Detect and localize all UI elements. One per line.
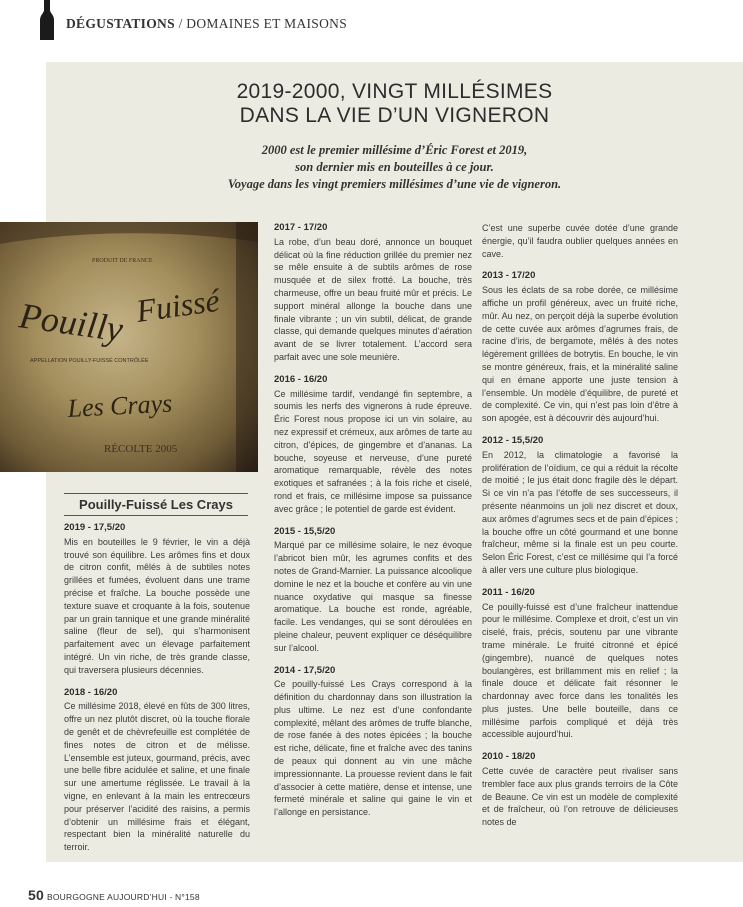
vintage-heading: 2018 - 16/20: [64, 686, 118, 698]
vintage-heading: 2015 - 15,5/20: [274, 525, 336, 537]
vintage-heading: 2016 - 16/20: [274, 373, 328, 385]
label-cuvee: Les Crays: [66, 388, 173, 423]
vintage-text-continued: C’est une superbe cuvée dotée d’une grande énergie, qu’il faudra oublier quelques années en cave.: [482, 223, 678, 259]
text-column-1: [64, 522, 250, 854]
vintage-heading: 2012 - 15,5/20: [482, 434, 544, 446]
vintage-heading: 2010 - 18/20: [482, 751, 536, 763]
vintage-heading: 2014 - 17,5/20: [274, 664, 336, 676]
article-title: [46, 80, 743, 128]
subsection-name: DOMAINES ET MAISONS: [186, 16, 348, 31]
vintage-heading: 2019 - 17,5/20: [64, 522, 126, 533]
text-column-2: [274, 222, 472, 819]
title-line-2: DANS LA VIE D’UN VIGNERON: [239, 104, 550, 127]
intro-line-2: son dernier mis en bouteilles à ce jour.: [295, 160, 494, 174]
vintage-text: Ce pouilly-fuissé Les Crays correspond à la définition du chardonnay dans son illustration la plus ultime. Le nez est d’une confondante complexité, mêlant des arômes de truffe blanche, de rose fanée à des notes épicées ; la bouche est riche, délicate, fine et fraîche avec des tanins de peaux qui donnent au vin une mâche impressionnante. La prouesse revient dans le fait d’associer à cette matière, dense et intense, une fermeté minérale et saline qui gaine le vin et l’allonge en persistance.: [274, 679, 472, 818]
bottle-label-photo: [0, 222, 258, 472]
section-breadcrumb: [66, 16, 347, 32]
intro-line-3: Voyage dans les vingt premiers millésimes d’une vie de vigneron.: [227, 177, 562, 191]
wine-bottle-icon: [40, 0, 54, 40]
vintage-text: La robe, d’un beau doré, annonce un bouquet délicat où la fine réduction grillée du premier nez se mêle ensuite à de subtils arômes de rose musquée et de silex frotté. La bouche, très charmeuse, offre un beau fruité mûr et précis. Le support minéral allonge la bouche dans une finale vibrante ; un vin subtil, délicat, de grande classe, qui demande quelques minutes d’aération avant de se livrer totalement. L’accord sera parfait avec une sole meunière.: [274, 236, 472, 362]
vintage-text: Marqué par ce millésime solaire, le nez évoque l’abricot bien mûr, les agrumes confits et des notes de Grand-Marnier. La puissance alcoolique domine le nez et la bouche et confère au vin une nuance oxydative qui masque sa finesse aromatique. La bouche est ronde, agréable, facile. Les vendanges, qui se sont déroulées en pleine chaleur, peuvent expliquer ce déséquilibre sur l’alcool.: [274, 540, 472, 653]
bottle-label-illustration: [0, 222, 258, 472]
vintage-text: Sous les éclats de sa robe dorée, ce millésime affiche un profil généreux, avec un fruité riche, mûr. Au nez, on perçoit déjà la superbe évolution de cette cuvée aux arômes d’agrumes frais, de racine d’iris, de bergamote, mêlés à des notes légèrement grillées de botrytis. En bouche, le vin se montre généreux, frais, et la minéralité saline qui en émane apporte une juste tension à l’ensemble. Un modèle d’équilibre, de pureté et de complexité. Ce vin, qui n’est pas loin d’être à son apogée, est à découvrir dès aujourd’hui.: [482, 285, 678, 424]
page-footer: [28, 887, 200, 903]
label-appellation: APPELLATION POUILLY-FUISSÉ CONTRÔLÉE: [30, 358, 149, 364]
label-recolte: RÉCOLTE 2005: [104, 443, 178, 455]
vintage-text: Ce pouilly-fuissé est d’une fraîcheur inattendue pour le millésime. Complexe et droit, c’est un vin ciselé, frais, précis, soutenu par une vibrante trame minérale. Le fruité citronné et épicé (gingembre), nuancé de quelques notes boulangères, est brillamment mis en relief ; la finale douce et délicate fait résonner le chardonnay avec force dans les tonalités les plus justes. Une belle bouteille, dans ce millésime parfois compliqué et déjà très accessible aujourd’hui.: [482, 601, 678, 740]
vintage-text: Ce millésime 2018, élevé en fûts de 300 litres, offre un nez plutôt discret, où la touche florale de genêt et de chèvrefeuille est complétée de fines notes de citron et de mélisse. L’ensemble est juteux, gourmand, précis, avec une belle fibre acidulée et saline, et une finale sur une amertume réglissée. Le travail à la vigne, en enlevant à la main les entrecœurs pour préserver l’acidité des raisins, a permis d’obtenir un millésime frais et élégant, respectant bien la minéralité naturelle du terroir.: [64, 701, 250, 853]
article-intro: [46, 142, 743, 193]
intro-line-1: 2000 est le premier millésime d’Éric Forest et 2019,: [261, 143, 528, 157]
vintage-heading: 2011 - 16/20: [482, 586, 535, 598]
vintage-text: Mis en bouteilles le 9 février, le vin a déjà trouvé son équilibre. Les arômes fins et doux de citron confit, mêlés à de subtiles notes grillées et fumées, évoluent dans une trame précise et fraîche. La bouche possède une texture suave et croquante à la fois, soutenue par un grain tannique et une grande minéralité saline (fleur de sel), qui s’harmonisent parfaitement avec un élevage parfaitement intégré. Un vin riche, de très grande classe, qui traversera plusieurs décennies.: [64, 536, 250, 675]
vintage-text: En 2012, la climatologie a favorisé la prolifération de l’oïdium, ce qui a réduit la récolte de moitié ; le jus était donc fragile dès le départ. Si ce vin n’a pas l’étoffe de ses successeurs, il présente néanmoins un joli nez discret et doux, aux arômes d’agrumes secs et de pain d’épices ; la bouche offre un côté gourmand et une bonne fraîcheur, même si la finale est un peu courte. Selon Éric Forest, c’est ce millésime qui l’a forcé à aller vers une culture plus biologique.: [482, 449, 678, 575]
vintage-text: Ce millésime tardif, vendangé fin septembre, a soumis les nerfs des vignerons à rude épreuve. Éric Forest nous propose ici un vin solaire, au nez expressif et crémeux, aux arômes de tarte au citron, d’épices, de gingembre et d’ananas. La bouche, soyeuse et nerveuse, d’une pureté aromatique remarquable, révèle des notes exotiques et safranées ; à la fois riche et ciselé, rond et frais, ce millésime impose sa puissance avec grâce ; le potentiel de garde est évident.: [274, 388, 472, 514]
label-name-1: Pouilly: [16, 295, 126, 350]
vintage-heading: 2017 - 17/20: [274, 222, 328, 233]
text-column-3: [482, 222, 678, 829]
page-number: 50: [28, 887, 44, 903]
vintage-heading: 2013 - 17/20: [482, 270, 536, 282]
vintage-text: Cette cuvée de caractère peut rivaliser sans trembler face aux plus grands terroirs de la Côte de Beaune. Ce vin est un modèle de complexité et de fraîcheur, où l’on retrouve de délicieuses notes de: [482, 766, 678, 828]
breadcrumb-separator: /: [174, 16, 187, 31]
section-name: DÉGUSTATIONS: [66, 16, 175, 31]
label-top-text: PRODUIT DE FRANCE: [92, 258, 153, 264]
label-name-2: Fuissé: [133, 281, 222, 329]
magazine-name: BOURGOGNE AUJOURD’HUI - N°158: [46, 892, 200, 902]
title-line-1: 2019-2000, VINGT MILLÉSIMES: [236, 80, 553, 103]
page-header: [0, 0, 743, 50]
photo-caption: Pouilly-Fuissé Les Crays: [64, 493, 248, 516]
